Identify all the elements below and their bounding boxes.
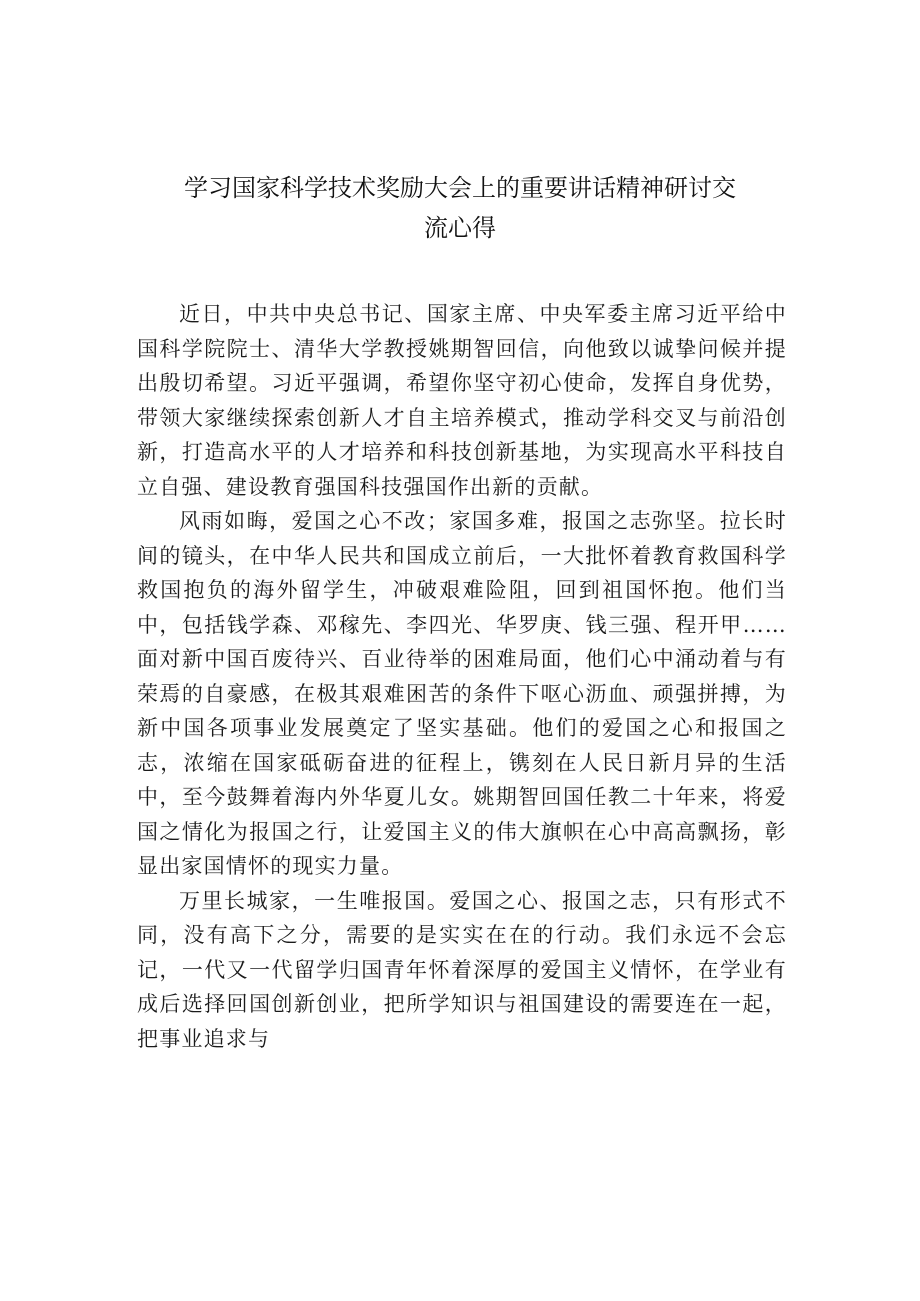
- title-line-2: 流心得: [424, 214, 496, 242]
- title-line-1: 学习国家科学技术奖励大会上的重要讲话精神研讨交: [184, 174, 736, 202]
- paragraph-1: 近日，中共中央总书记、国家主席、中央军委主席习近平给中国科学院院士、清华大学教授姚期智回信，向他致以诚挚问候并提出殷切希望。习近平强调，希望你坚守初心使命，发挥自身优势，带领大家继续探索创新人才自主培养模式，推动学科交叉与前沿创新，打造高水平的人才培养和科技创新基地，为实现高水平科技自立自强、建设教育强国科技强国作出新的贡献。: [137, 302, 787, 499]
- document-body: [137, 297, 787, 1056]
- document-title: [140, 168, 780, 248]
- paragraph-3: 万里长城家，一生唯报国。爱国之心、报国之志，只有形式不同，没有高下之分，需要的是实实在在的行动。我们永远不会忘记，一代又一代留学归国青年怀着深厚的爱国主义情怀，在学业有成后选择回国创新创业，把所学知识与祖国建设的需要连在一起，把事业追求与: [137, 888, 787, 1051]
- paragraph-2: 风雨如晦，爱国之心不改；家国多难，报国之志弥坚。拉长时间的镜头，在中华人民共和国成立前后，一大批怀着教育救国科学救国抱负的海外留学生，冲破艰难险阻，回到祖国怀抱。他们当中，包括钱学森、邓稼先、李四光、华罗庚、钱三强、程开甲……面对新中国百废待兴、百业待举的困难局面，他们心中涌动着与有荣焉的自豪感，在极其艰难困苦的条件下呕心沥血、顽强拼搏，为新中国各项事业发展奠定了坚实基础。他们的爱国之心和报国之志，浓缩在国家砥砺奋进的征程上，镌刻在人民日新月异的生活中，至今鼓舞着海内外华夏儿女。姚期智回国任教二十年来，将爱国之情化为报国之行，让爱国主义的伟大旗帜在心中高高飘扬，彰显出家国情怀的现实力量。: [137, 509, 787, 878]
